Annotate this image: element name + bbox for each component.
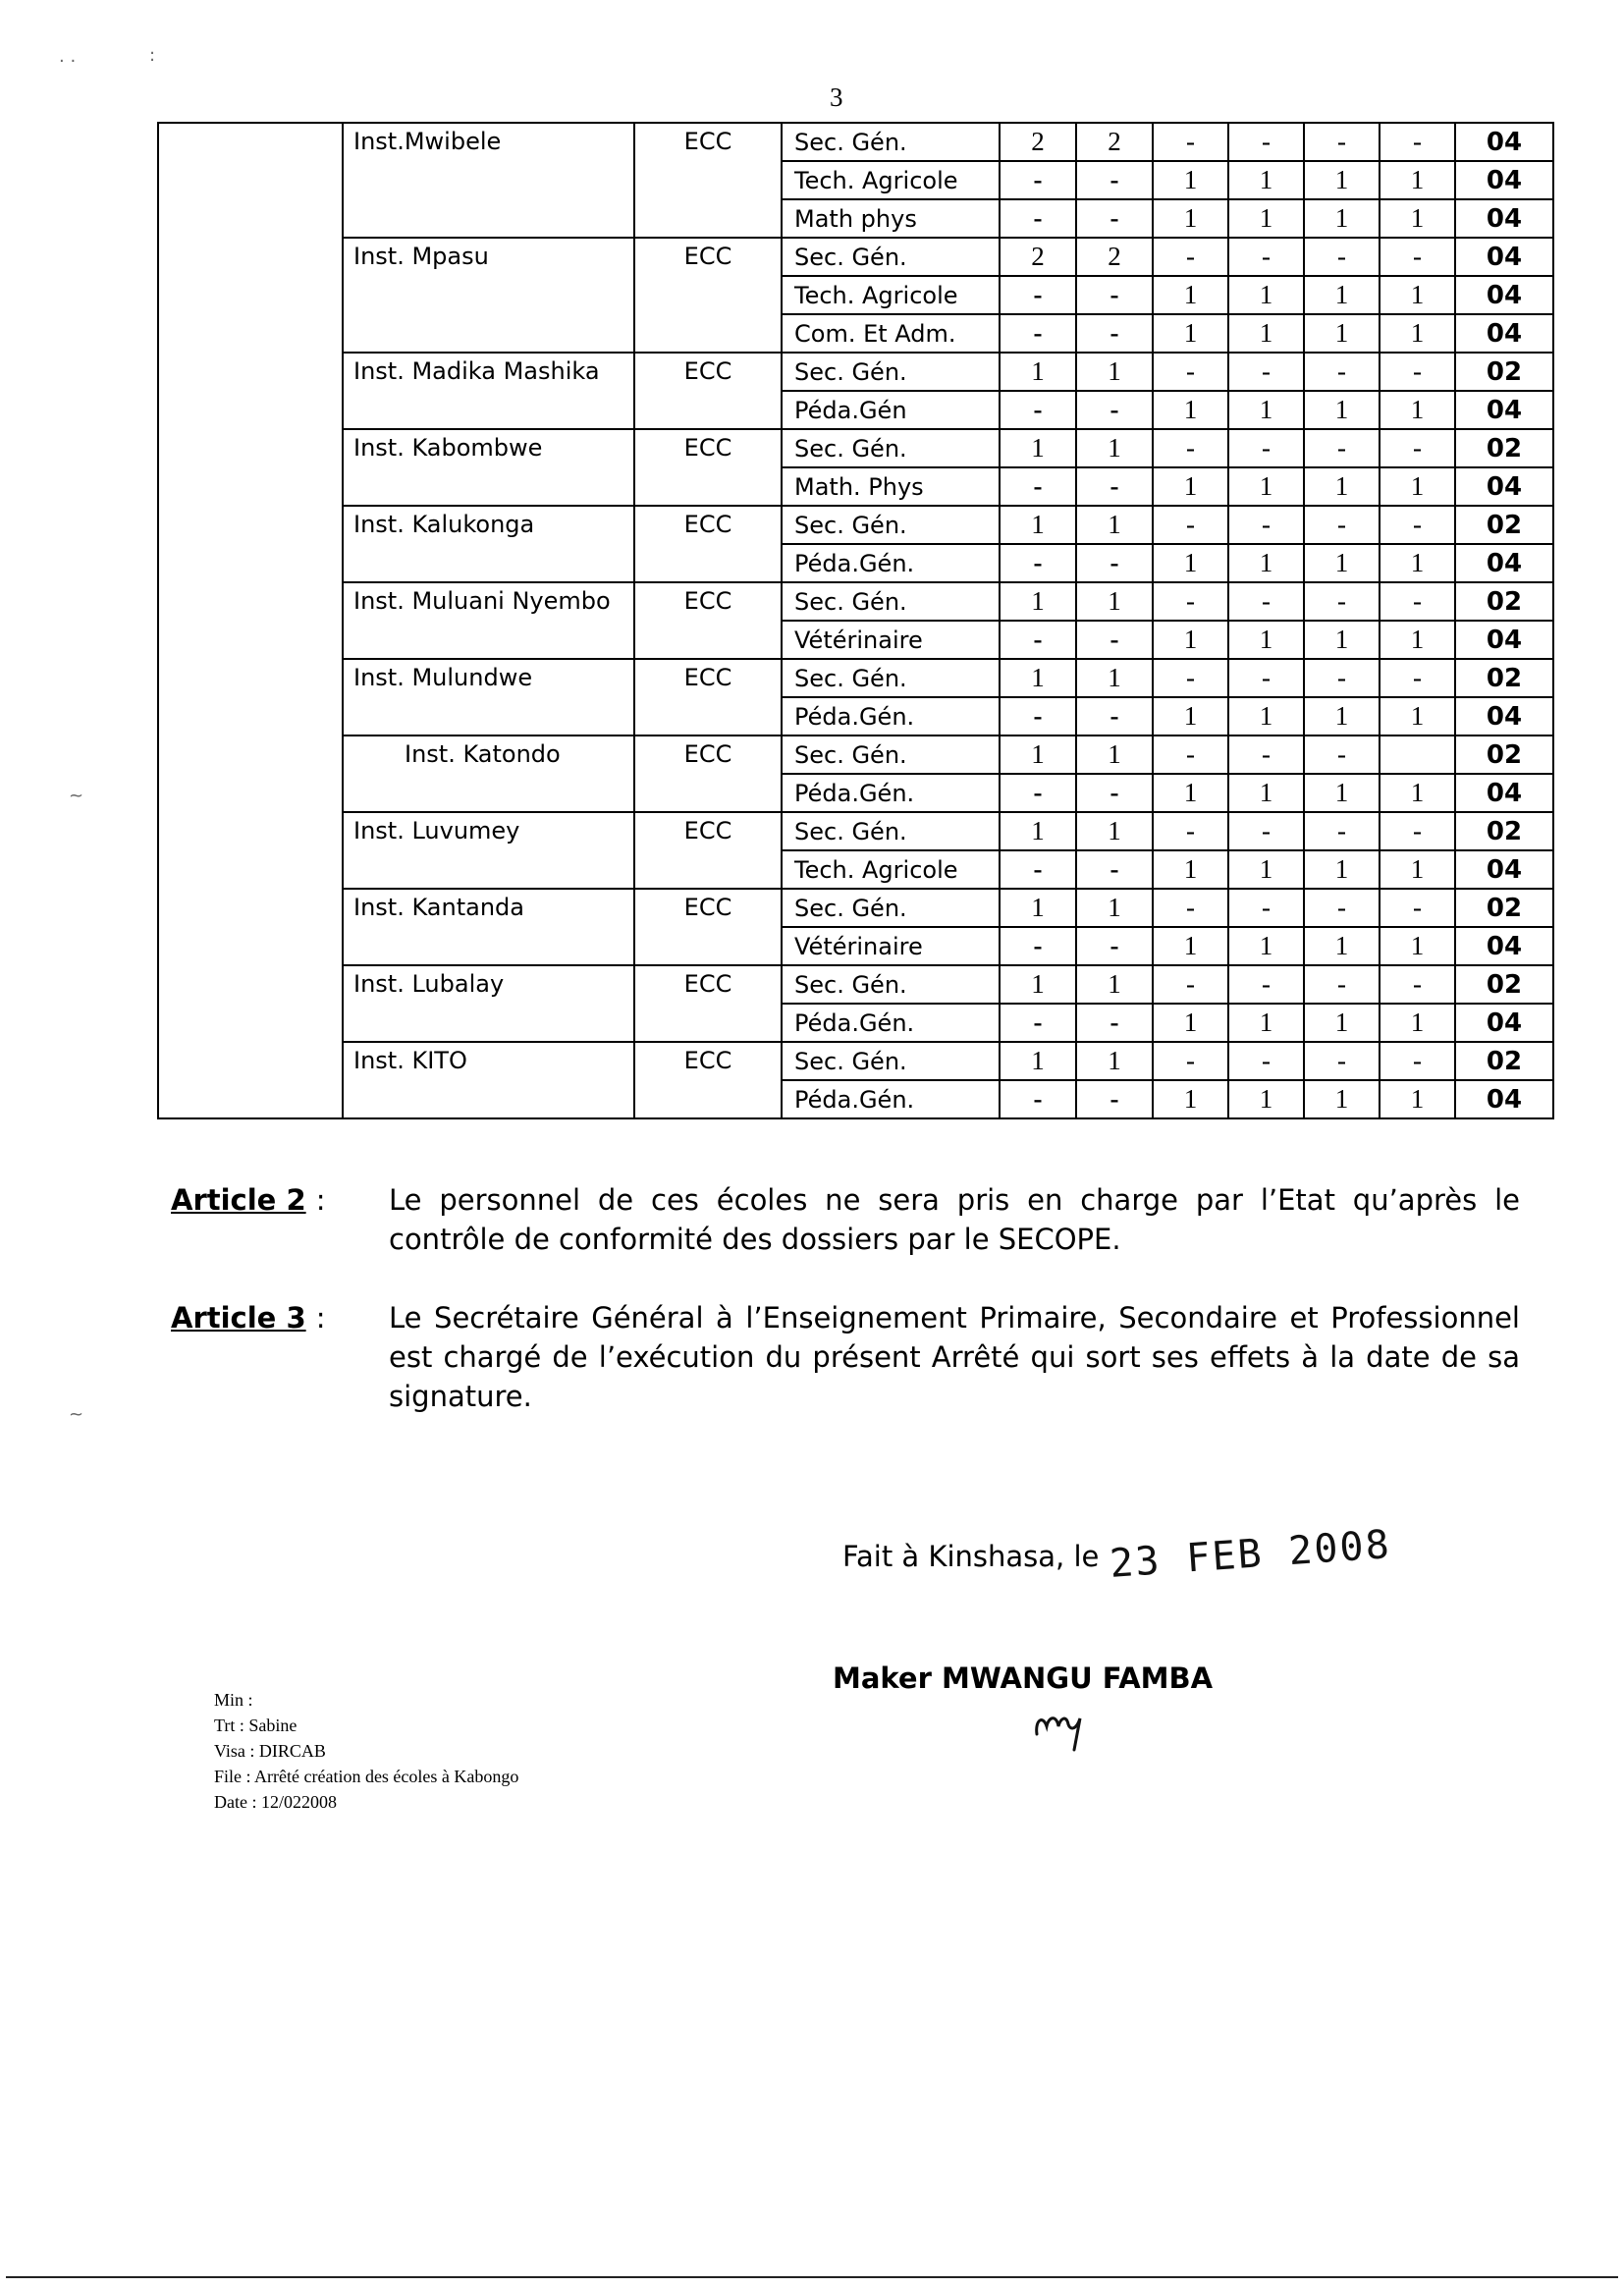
school-name-cell: Inst. Katondo	[343, 735, 634, 812]
class-count-cell: -	[1228, 582, 1304, 621]
option-cell: Sec. Gén.	[782, 965, 1000, 1004]
option-cell: Math. Phys	[782, 467, 1000, 506]
class-count-cell: -	[1304, 889, 1380, 927]
class-count-cell: 1	[1304, 391, 1380, 429]
class-count-cell: -	[1153, 965, 1228, 1004]
class-count-cell: 1	[1304, 774, 1380, 812]
total-cell: 04	[1455, 774, 1553, 812]
page-number: 3	[830, 82, 843, 112]
class-count-cell: 1	[1000, 735, 1076, 774]
option-cell: Sec. Gén.	[782, 659, 1000, 697]
regime-cell: ECC	[634, 1042, 782, 1118]
class-count-cell: -	[1000, 927, 1076, 965]
class-count-cell: 1	[1000, 812, 1076, 850]
option-cell: Sec. Gén.	[782, 889, 1000, 927]
option-cell: Péda.Gén.	[782, 774, 1000, 812]
class-count-cell: 1	[1076, 735, 1153, 774]
class-count-cell: -	[1304, 238, 1380, 276]
class-count-cell: 1	[1153, 621, 1228, 659]
class-count-cell: 1	[1380, 199, 1455, 238]
class-count-cell: -	[1000, 1004, 1076, 1042]
class-count-cell: 1	[1304, 314, 1380, 353]
class-count-cell: 1	[1153, 1004, 1228, 1042]
class-count-cell: 1	[1228, 774, 1304, 812]
scan-speck: ~	[69, 786, 84, 806]
class-count-cell: -	[1076, 621, 1153, 659]
class-count-cell: 1	[1000, 889, 1076, 927]
class-count-cell: 1	[1228, 161, 1304, 199]
date-stamp: 23 FEB 2008	[1108, 1522, 1393, 1587]
class-count-cell: 1	[1153, 774, 1228, 812]
article-label: Article 3 :	[171, 1301, 326, 1335]
school-name-cell: Inst. Madika Mashika	[343, 353, 634, 429]
class-count-cell: 1	[1076, 889, 1153, 927]
class-count-cell: -	[1380, 123, 1455, 161]
regime-cell: ECC	[634, 429, 782, 506]
footer-line: File : Arrêté création des écoles à Kabongo	[214, 1767, 519, 1786]
class-count-cell: 1	[1076, 965, 1153, 1004]
total-cell: 04	[1455, 238, 1553, 276]
class-count-cell: -	[1228, 238, 1304, 276]
class-count-cell: -	[1076, 276, 1153, 314]
class-count-cell: 1	[1076, 659, 1153, 697]
class-count-cell: 1	[1000, 429, 1076, 467]
class-count-cell: 1	[1000, 353, 1076, 391]
class-count-cell: 1	[1076, 506, 1153, 544]
class-count-cell: 2	[1076, 123, 1153, 161]
class-count-cell: 1	[1380, 697, 1455, 735]
class-count-cell: 1	[1380, 1080, 1455, 1118]
class-count-cell: 1	[1228, 697, 1304, 735]
handwritten-signature	[1031, 1701, 1100, 1756]
class-count-cell: -	[1304, 812, 1380, 850]
class-count-cell: -	[1000, 199, 1076, 238]
class-count-cell: -	[1076, 314, 1153, 353]
total-cell: 04	[1455, 123, 1553, 161]
class-count-cell: -	[1228, 123, 1304, 161]
option-cell: Sec. Gén.	[782, 735, 1000, 774]
class-count-cell: 1	[1380, 850, 1455, 889]
class-count-cell: -	[1304, 735, 1380, 774]
class-count-cell: 1	[1228, 1080, 1304, 1118]
class-count-cell: 1	[1228, 1004, 1304, 1042]
class-count-cell: -	[1076, 199, 1153, 238]
class-count-cell: -	[1153, 582, 1228, 621]
class-count-cell: -	[1380, 429, 1455, 467]
class-count-cell: 1	[1304, 276, 1380, 314]
option-cell: Tech. Agricole	[782, 850, 1000, 889]
class-count-cell: -	[1000, 391, 1076, 429]
regime-cell: ECC	[634, 506, 782, 582]
class-count-cell: -	[1000, 621, 1076, 659]
regime-cell: ECC	[634, 123, 782, 238]
table-row	[158, 123, 1553, 161]
class-count-cell: -	[1000, 1080, 1076, 1118]
school-name-cell: Inst. Kalukonga	[343, 506, 634, 582]
class-count-cell: -	[1380, 965, 1455, 1004]
class-count-cell: 1	[1153, 697, 1228, 735]
class-count-cell: -	[1228, 659, 1304, 697]
regime-cell: ECC	[634, 582, 782, 659]
class-count-cell: -	[1228, 353, 1304, 391]
total-cell: 04	[1455, 1004, 1553, 1042]
scan-speck: :	[149, 45, 156, 66]
total-cell: 04	[1455, 276, 1553, 314]
class-count-cell: 1	[1153, 1080, 1228, 1118]
total-cell: 04	[1455, 1080, 1553, 1118]
total-cell: 04	[1455, 850, 1553, 889]
table-row	[158, 1042, 1553, 1080]
total-cell: 04	[1455, 621, 1553, 659]
footer-line: Visa : DIRCAB	[214, 1741, 326, 1761]
class-count-cell: -	[1076, 544, 1153, 582]
class-count-cell: 1	[1304, 850, 1380, 889]
total-cell: 02	[1455, 1042, 1553, 1080]
table-body	[158, 123, 1553, 1118]
article-text: Le personnel de ces écoles ne sera pris en charge par l’Etat qu’après le contrôle de conformité des dossiers par le SECOPE.	[389, 1183, 1520, 1256]
school-name-cell: Inst. Kantanda	[343, 889, 634, 965]
table-row	[158, 506, 1553, 544]
class-count-cell: 1	[1153, 927, 1228, 965]
class-count-cell: -	[1304, 659, 1380, 697]
school-name-cell: Inst. Lubalay	[343, 965, 634, 1042]
option-cell: Sec. Gén.	[782, 582, 1000, 621]
option-cell: Sec. Gén.	[782, 506, 1000, 544]
class-count-cell: 1	[1153, 544, 1228, 582]
class-count-cell: -	[1076, 1080, 1153, 1118]
class-count-cell: -	[1228, 965, 1304, 1004]
class-count-cell: 1	[1304, 927, 1380, 965]
table-row	[158, 582, 1553, 621]
class-count-cell: 1	[1228, 276, 1304, 314]
class-count-cell: 1	[1000, 965, 1076, 1004]
scan-speck: ~	[69, 1404, 84, 1425]
school-name-cell: Inst.Mwibele	[343, 123, 634, 238]
footer-line: Trt : Sabine	[214, 1716, 298, 1735]
total-cell: 02	[1455, 353, 1553, 391]
class-count-cell: 1	[1000, 506, 1076, 544]
total-cell: 02	[1455, 659, 1553, 697]
class-count-cell: 1	[1076, 812, 1153, 850]
class-count-cell: -	[1153, 659, 1228, 697]
table-row	[158, 812, 1553, 850]
class-count-cell: -	[1076, 927, 1153, 965]
total-cell: 04	[1455, 544, 1553, 582]
class-count-cell: -	[1304, 123, 1380, 161]
class-count-cell: 1	[1380, 927, 1455, 965]
class-count-cell: -	[1380, 812, 1455, 850]
class-count-cell: -	[1000, 774, 1076, 812]
school-name-cell: Inst. Mulundwe	[343, 659, 634, 735]
table-row	[158, 238, 1553, 276]
class-count-cell: -	[1380, 353, 1455, 391]
regime-cell: ECC	[634, 238, 782, 353]
class-count-cell: -	[1304, 353, 1380, 391]
table-row	[158, 429, 1553, 467]
regime-cell: ECC	[634, 812, 782, 889]
total-cell: 04	[1455, 314, 1553, 353]
class-count-cell: 1	[1228, 314, 1304, 353]
scan-speck: · ·	[59, 51, 77, 72]
total-cell: 02	[1455, 965, 1553, 1004]
total-cell: 04	[1455, 161, 1553, 199]
class-count-cell: 1	[1380, 544, 1455, 582]
class-count-cell: -	[1153, 506, 1228, 544]
class-count-cell: -	[1380, 582, 1455, 621]
option-cell: Sec. Gén.	[782, 429, 1000, 467]
class-count-cell: 1	[1228, 467, 1304, 506]
class-count-cell: 1	[1380, 621, 1455, 659]
class-count-cell: -	[1000, 544, 1076, 582]
regime-cell: ECC	[634, 353, 782, 429]
option-cell: Sec. Gén.	[782, 812, 1000, 850]
class-count-cell: -	[1304, 965, 1380, 1004]
class-count-cell: 1	[1304, 1080, 1380, 1118]
class-count-cell: 1	[1076, 429, 1153, 467]
table-row	[158, 353, 1553, 391]
table-row	[158, 735, 1553, 774]
class-count-cell: -	[1380, 659, 1455, 697]
option-cell: Péda.Gén.	[782, 544, 1000, 582]
class-count-cell: 1	[1380, 774, 1455, 812]
class-count-cell: 1	[1153, 850, 1228, 889]
option-cell: Vétérinaire	[782, 621, 1000, 659]
class-count-cell: 1	[1380, 161, 1455, 199]
footer-line: Min :	[214, 1690, 253, 1710]
class-count-cell: 1	[1153, 314, 1228, 353]
class-count-cell: 1	[1304, 467, 1380, 506]
class-count-cell: -	[1000, 697, 1076, 735]
class-count-cell: 2	[1000, 238, 1076, 276]
total-cell: 02	[1455, 506, 1553, 544]
class-count-cell: -	[1304, 582, 1380, 621]
class-count-cell: -	[1076, 467, 1153, 506]
table-row	[158, 889, 1553, 927]
class-count-cell: -	[1228, 812, 1304, 850]
class-count-cell: -	[1304, 506, 1380, 544]
class-count-cell: 1	[1228, 621, 1304, 659]
class-count-cell: -	[1380, 506, 1455, 544]
total-cell: 04	[1455, 467, 1553, 506]
class-count-cell: -	[1076, 697, 1153, 735]
class-count-cell: 2	[1076, 238, 1153, 276]
total-cell: 04	[1455, 697, 1553, 735]
option-cell: Péda.Gén	[782, 391, 1000, 429]
regime-cell: ECC	[634, 889, 782, 965]
option-cell: Péda.Gén.	[782, 1004, 1000, 1042]
class-count-cell: 1	[1228, 544, 1304, 582]
class-count-cell: -	[1153, 353, 1228, 391]
class-count-cell: 1	[1228, 850, 1304, 889]
schools-table	[157, 122, 1554, 1119]
class-count-cell: 1	[1304, 544, 1380, 582]
class-count-cell: -	[1000, 467, 1076, 506]
school-name-cell: Inst. Mpasu	[343, 238, 634, 353]
school-name-cell: Inst. Luvumey	[343, 812, 634, 889]
class-count-cell: -	[1000, 314, 1076, 353]
class-count-cell: 1	[1380, 1004, 1455, 1042]
class-count-cell: 1	[1380, 467, 1455, 506]
empty-left-cell	[158, 123, 343, 1118]
class-count-cell: -	[1228, 735, 1304, 774]
option-cell: Péda.Gén.	[782, 1080, 1000, 1118]
class-count-cell: 1	[1228, 391, 1304, 429]
class-count-cell: 1	[1076, 353, 1153, 391]
class-count-cell: 1	[1304, 199, 1380, 238]
option-cell: Sec. Gén.	[782, 1042, 1000, 1080]
class-count-cell: -	[1228, 889, 1304, 927]
class-count-cell: -	[1076, 1004, 1153, 1042]
class-count-cell: -	[1228, 506, 1304, 544]
class-count-cell: -	[1304, 429, 1380, 467]
class-count-cell: -	[1076, 774, 1153, 812]
footer-line: Date : 12/022008	[214, 1792, 337, 1812]
class-count-cell: 1	[1000, 582, 1076, 621]
school-name-cell: Inst. Muluani Nyembo	[343, 582, 634, 659]
class-count-cell: 1	[1076, 582, 1153, 621]
class-count-cell: -	[1153, 889, 1228, 927]
table-row	[158, 965, 1553, 1004]
total-cell: 04	[1455, 199, 1553, 238]
total-cell: 02	[1455, 582, 1553, 621]
class-count-cell: 1	[1153, 391, 1228, 429]
class-count-cell: -	[1000, 161, 1076, 199]
class-count-cell: 2	[1000, 123, 1076, 161]
class-count-cell: -	[1153, 123, 1228, 161]
total-cell: 04	[1455, 391, 1553, 429]
class-count-cell: 1	[1304, 697, 1380, 735]
class-count-cell: 1	[1153, 467, 1228, 506]
class-count-cell: -	[1153, 1042, 1228, 1080]
option-cell: Math phys	[782, 199, 1000, 238]
article-text: Le Secrétaire Général à l’Enseignement Primaire, Secondaire et Professionnel est chargé de l’exécution du présent Arrêté qui sort ses effets à la date de sa signature.	[389, 1301, 1520, 1413]
class-count-cell: -	[1380, 889, 1455, 927]
class-count-cell: -	[1000, 850, 1076, 889]
article-label: Article 2 :	[171, 1183, 326, 1217]
school-name-cell: Inst. KITO	[343, 1042, 634, 1118]
option-cell: Tech. Agricole	[782, 276, 1000, 314]
class-count-cell: -	[1153, 429, 1228, 467]
option-cell: Sec. Gén.	[782, 238, 1000, 276]
signer-name: Maker MWANGU FAMBA	[833, 1662, 1214, 1695]
total-cell: 02	[1455, 889, 1553, 927]
option-cell: Sec. Gén.	[782, 123, 1000, 161]
regime-cell: ECC	[634, 735, 782, 812]
file-reference	[214, 1687, 518, 1815]
class-count-cell: 1	[1304, 621, 1380, 659]
class-count-cell: 1	[1228, 927, 1304, 965]
class-count-cell: 1	[1228, 199, 1304, 238]
regime-cell: ECC	[634, 965, 782, 1042]
class-count-cell: -	[1304, 1042, 1380, 1080]
total-cell: 02	[1455, 812, 1553, 850]
total-cell: 04	[1455, 927, 1553, 965]
class-count-cell: -	[1228, 1042, 1304, 1080]
class-count-cell: 1	[1153, 161, 1228, 199]
class-count-cell: 1	[1000, 659, 1076, 697]
class-count-cell: -	[1153, 238, 1228, 276]
class-count-cell: 1	[1304, 1004, 1380, 1042]
class-count-cell	[1380, 735, 1455, 774]
total-cell: 02	[1455, 735, 1553, 774]
class-count-cell: -	[1076, 850, 1153, 889]
class-count-cell: 1	[1304, 161, 1380, 199]
class-count-cell: -	[1076, 161, 1153, 199]
class-count-cell: -	[1380, 1042, 1455, 1080]
class-count-cell: -	[1380, 238, 1455, 276]
place-date-text: Fait à Kinshasa, le	[842, 1540, 1100, 1573]
option-cell: Tech. Agricole	[782, 161, 1000, 199]
class-count-cell: 1	[1000, 1042, 1076, 1080]
page-bottom-rule	[6, 2276, 1618, 2278]
option-cell: Vétérinaire	[782, 927, 1000, 965]
option-cell: Sec. Gén.	[782, 353, 1000, 391]
class-count-cell: 1	[1380, 276, 1455, 314]
class-count-cell: -	[1000, 276, 1076, 314]
regime-cell: ECC	[634, 659, 782, 735]
class-count-cell: -	[1228, 429, 1304, 467]
option-cell: Péda.Gén.	[782, 697, 1000, 735]
class-count-cell: 1	[1380, 314, 1455, 353]
class-count-cell: -	[1153, 812, 1228, 850]
class-count-cell: 1	[1076, 1042, 1153, 1080]
class-count-cell: 1	[1380, 391, 1455, 429]
table-row	[158, 659, 1553, 697]
class-count-cell: 1	[1153, 199, 1228, 238]
total-cell: 02	[1455, 429, 1553, 467]
option-cell: Com. Et Adm.	[782, 314, 1000, 353]
class-count-cell: -	[1153, 735, 1228, 774]
class-count-cell: -	[1076, 391, 1153, 429]
class-count-cell: 1	[1153, 276, 1228, 314]
school-name-cell: Inst. Kabombwe	[343, 429, 634, 506]
